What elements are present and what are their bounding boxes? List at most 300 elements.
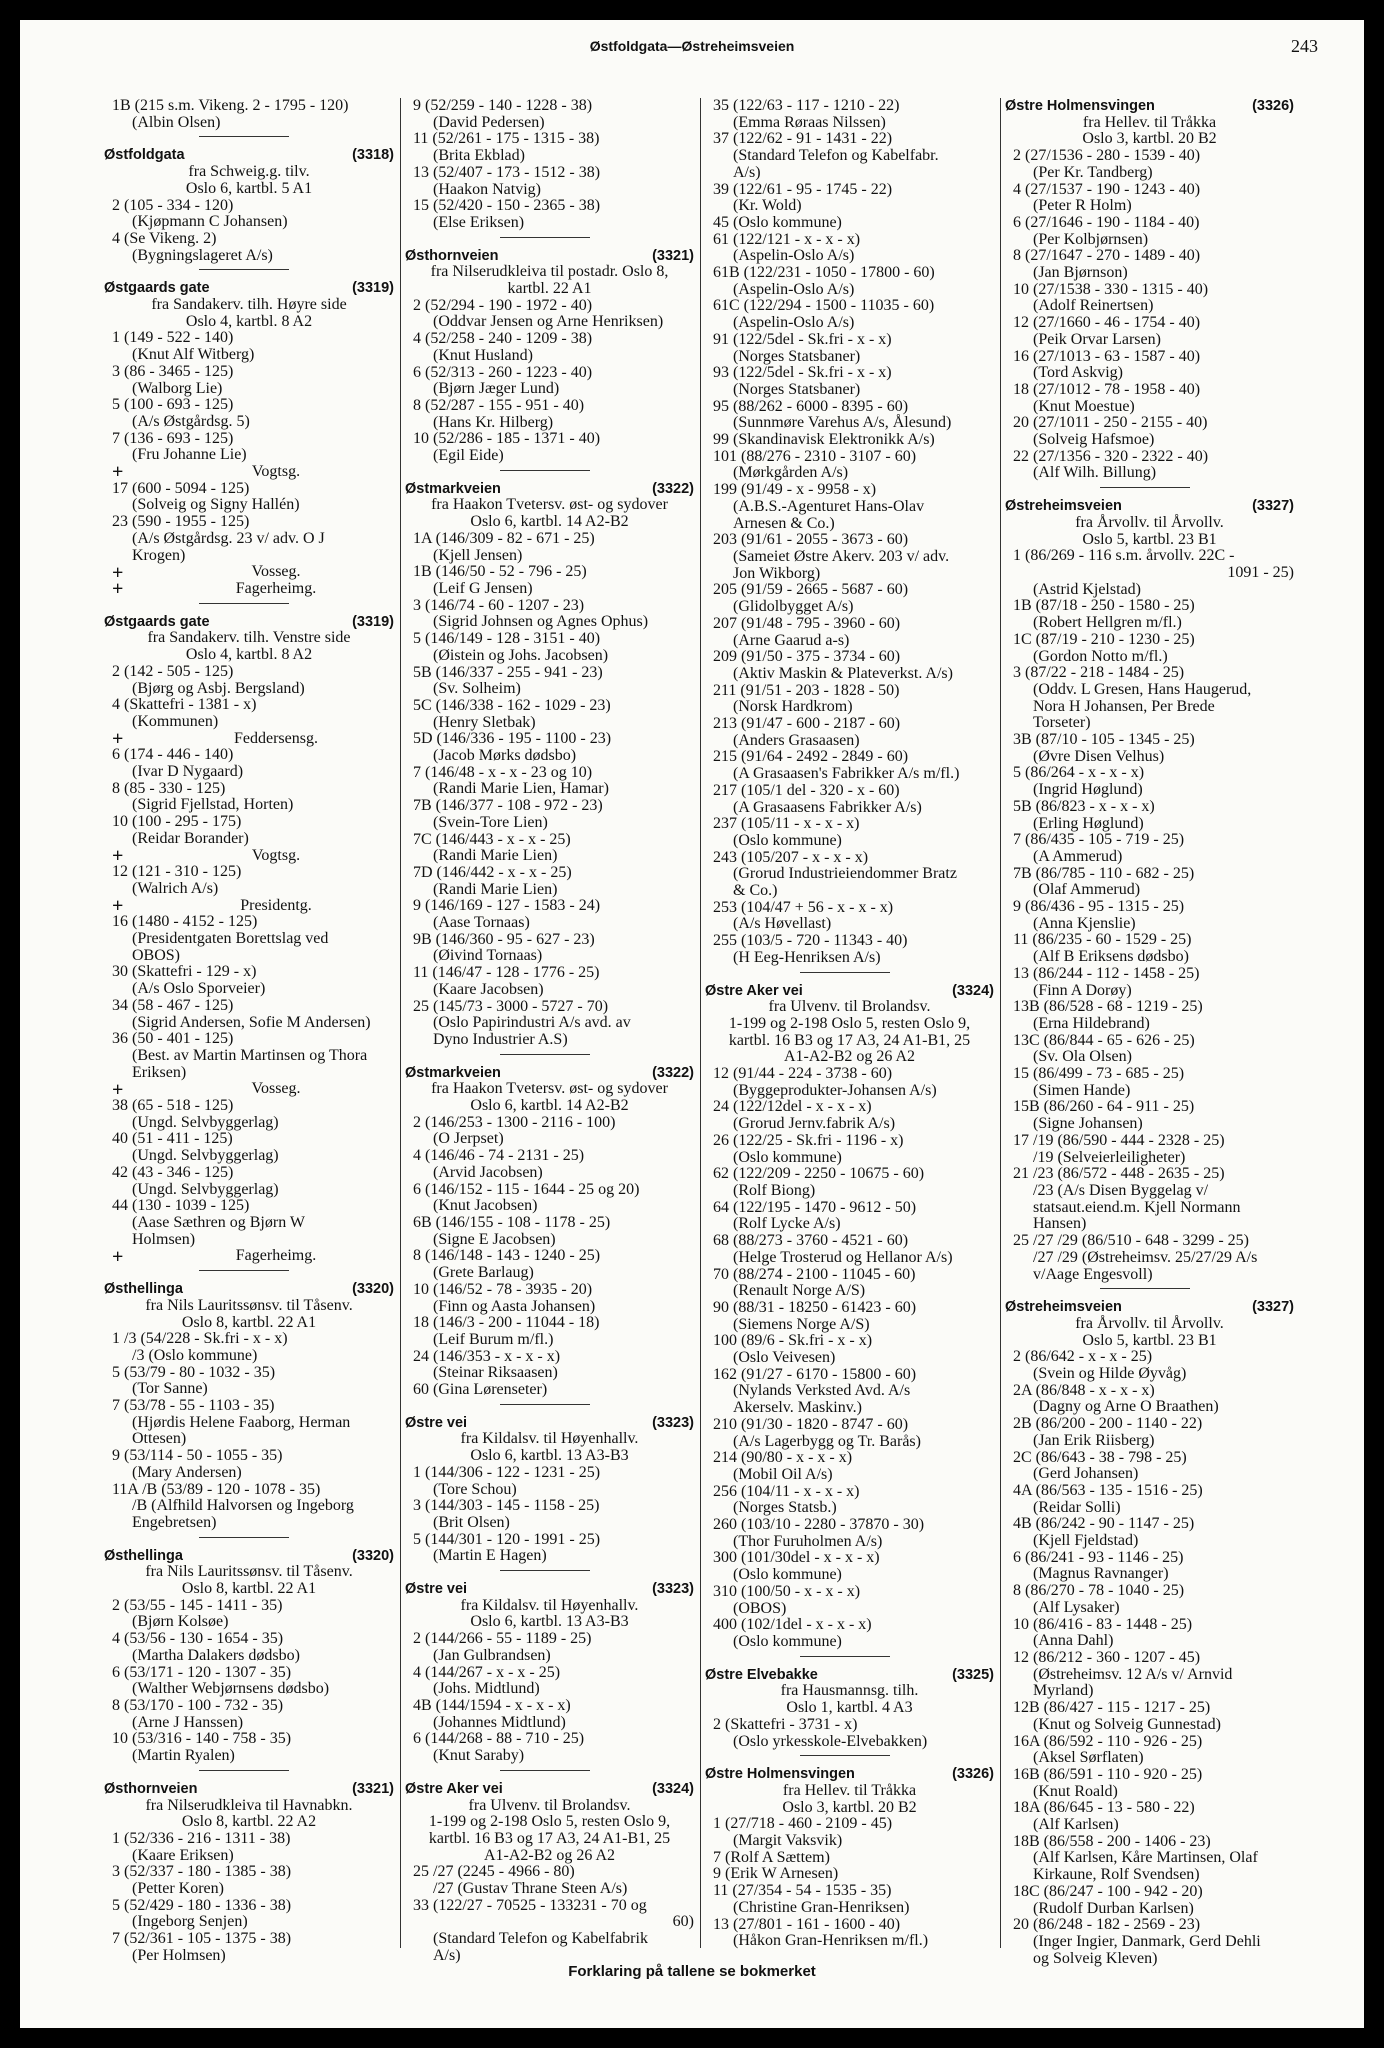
street-name: Østhellinga xyxy=(104,1281,183,1298)
property-entry: 4 (27/1537 - 190 - 1243 - 40) xyxy=(1013,180,1201,198)
property-entry: 3 (144/303 - 145 - 1158 - 25) xyxy=(413,1497,600,1515)
property-entry: 8 (85 - 330 - 125) xyxy=(112,779,226,797)
property-entry: 8 (52/287 - 155 - 951 - 40) xyxy=(413,396,585,414)
owner-line: A/s) xyxy=(733,163,761,181)
street-name: Østgaards gate xyxy=(104,613,210,630)
street-code: (3320) xyxy=(352,1547,394,1564)
owner-line: (Aspelin-Oslo A/s) xyxy=(733,280,855,298)
property-entry: 30 (Skattefri - 129 - x) xyxy=(112,963,257,981)
owner-line: Akerselv. Maskinv.) xyxy=(733,1399,863,1417)
cross-street xyxy=(104,727,394,750)
owner-line: (David Pedersen) xyxy=(433,113,545,131)
owner-line: (Ivar D Nygaard) xyxy=(132,763,244,781)
cross-street-name: Presidentg. xyxy=(240,896,312,914)
property-entry: 215 (91/64 - 2492 - 2849 - 60) xyxy=(713,748,909,766)
owner-line: (Bjørn Jæger Lund) xyxy=(433,380,560,398)
continuation-line: 1091 - 25) xyxy=(1227,563,1294,581)
property-entry: 6 (27/1646 - 190 - 1184 - 40) xyxy=(1013,213,1200,231)
property-entry: 4 (53/56 - 130 - 1654 - 35) xyxy=(112,1630,284,1648)
property-entry: 10 (27/1538 - 330 - 1315 - 40) xyxy=(1013,280,1209,298)
street-heading xyxy=(104,280,394,297)
owner-line: Myrland) xyxy=(1033,1682,1094,1700)
owner-line: Hansen) xyxy=(1033,1215,1087,1233)
owner-line: (Signe E Jacobsen) xyxy=(433,1230,556,1248)
property-entry: 237 (105/11 - x - x - x) xyxy=(713,815,860,833)
owner-line: (Robert Hellgren m/fl.) xyxy=(1033,614,1182,632)
property-entry: 24 (122/12del - x - x - x) xyxy=(713,1098,872,1116)
property-entry: 10 (86/416 - 83 - 1448 - 25) xyxy=(1013,1615,1193,1633)
property-entry: 5 (53/79 - 80 - 1032 - 35) xyxy=(112,1363,276,1381)
owner-line: v/Aage Engesvoll) xyxy=(1033,1265,1153,1283)
street-description: fra Sandakerv. tilh. Venstre side xyxy=(147,629,351,647)
owner-line: (O Jerpset) xyxy=(433,1130,504,1148)
street-heading xyxy=(405,1781,694,1798)
street-code: (3319) xyxy=(352,280,394,297)
property-entry: 39 (122/61 - 95 - 1745 - 22) xyxy=(713,180,893,198)
section-divider xyxy=(199,1537,289,1538)
property-entry: 1B (146/50 - 52 - 796 - 25) xyxy=(413,563,587,581)
street-heading xyxy=(405,1581,694,1598)
owner-line: (Oslo yrkesskole-Elvebakken) xyxy=(733,1732,928,1750)
property-entry: 6 (52/313 - 260 - 1223 - 40) xyxy=(413,363,593,381)
property-entry: 34 (58 - 467 - 125) xyxy=(112,996,234,1014)
section-divider xyxy=(199,603,289,604)
property-entry: 20 (27/1011 - 250 - 2155 - 40) xyxy=(1013,414,1208,432)
section-divider xyxy=(199,136,289,137)
property-entry: 1C (87/19 - 210 - 1230 - 25) xyxy=(1013,630,1195,648)
owner-line: (Alf Karlsen, Kåre Martinsen, Olaf xyxy=(1033,1849,1258,1867)
property-entry: 5 (100 - 693 - 125) xyxy=(112,396,234,414)
property-entry: 61B (122/231 - 1050 - 17800 - 60) xyxy=(713,264,935,282)
cross-street-name: Vogtsg. xyxy=(251,846,301,864)
street-description: Oslo 6, kartbl. 14 A2-B2 xyxy=(470,1097,629,1115)
owner-line: (Sameiet Østre Akerv. 203 v/ adv. xyxy=(733,547,950,565)
property-entry: 12 (86/212 - 360 - 1207 - 45) xyxy=(1013,1648,1201,1666)
owner-line: statsaut.eiend.m. Kjell Normann xyxy=(1033,1198,1241,1216)
street-heading xyxy=(1005,98,1294,115)
street-description: Oslo 6, kartbl. 14 A2-B2 xyxy=(470,513,629,531)
property-entry: 33 (122/27 - 70525 - 133231 - 70 og xyxy=(413,1896,647,1914)
property-entry: 5B (146/337 - 255 - 941 - 23) xyxy=(413,663,603,681)
property-entry: 8 (86/270 - 78 - 1040 - 25) xyxy=(1013,1582,1185,1600)
property-entry: 40 (51 - 411 - 125) xyxy=(112,1130,233,1148)
owner-line: (Ingrid Høglund) xyxy=(1033,781,1143,799)
property-entry: 11 (146/47 - 128 - 1776 - 25) xyxy=(413,964,600,982)
owner-line: (A/s Høvellast) xyxy=(733,915,832,933)
property-entry: 36 (50 - 401 - 125) xyxy=(112,1030,234,1048)
property-entry: 62 (122/209 - 2250 - 10675 - 60) xyxy=(713,1165,925,1183)
street-name: Østre Aker vei xyxy=(405,1780,503,1797)
street-heading xyxy=(405,481,694,498)
street-name: Østreheimsveien xyxy=(1005,498,1122,515)
owner-line: (Tord Askvig) xyxy=(1033,364,1123,382)
property-entry: 2 (27/1536 - 280 - 1539 - 40) xyxy=(1013,147,1201,165)
property-entry: 16 (27/1013 - 63 - 1587 - 40) xyxy=(1013,347,1201,365)
property-entry: 2 (142 - 505 - 125) xyxy=(112,662,234,680)
owner-line: (Arvid Jacobsen) xyxy=(433,1163,543,1181)
owner-line: (Oslo Veivesen) xyxy=(733,1349,836,1367)
owner-line: (Kjell Fjeldstad) xyxy=(1033,1532,1139,1550)
owner-line: (Best. av Martin Martinsen og Thora xyxy=(132,1046,368,1064)
property-entry: 35 (122/63 - 117 - 1210 - 22) xyxy=(713,97,900,114)
street-description: Oslo 6, kartbl. 13 A3-B3 xyxy=(470,1447,629,1465)
property-entry: 20 (86/248 - 182 - 2569 - 23) xyxy=(1013,1916,1201,1934)
street-heading xyxy=(104,614,394,631)
owner-line: (Peter R Holm) xyxy=(1033,197,1132,215)
property-entry: 7 (52/361 - 105 - 1375 - 38) xyxy=(112,1930,292,1948)
owner-line: (Per Kr. Tandberg) xyxy=(1033,163,1153,181)
property-entry: 1 (144/306 - 122 - 1231 - 25) xyxy=(413,1463,601,1481)
section-divider xyxy=(1100,1288,1190,1289)
owner-line: (Norges Statsb.) xyxy=(733,1499,837,1517)
property-entry: 1 (149 - 522 - 140) xyxy=(112,329,234,347)
property-entry: 60 (Gina Lørenseter) xyxy=(413,1381,548,1399)
owner-line: (Oslo kommune) xyxy=(733,1148,842,1166)
property-entry: 12B (86/427 - 115 - 1217 - 25) xyxy=(1013,1699,1211,1717)
street-description: Oslo 4, kartbl. 8 A2 xyxy=(185,312,313,330)
property-entry: 11A /B (53/89 - 120 - 1078 - 35) xyxy=(112,1480,321,1498)
property-entry: 1B (215 s.m. Vikeng. 2 - 1795 - 120) xyxy=(112,97,349,114)
cross-street-name: Fagerheimg. xyxy=(235,1247,317,1265)
owner-line: (Jan Bjørnson) xyxy=(1033,264,1128,282)
property-entry: 10 (100 - 295 - 175) xyxy=(112,813,242,831)
property-entry: 260 (103/10 - 2280 - 37870 - 30) xyxy=(713,1516,925,1534)
cross-street xyxy=(104,844,394,867)
cross-street xyxy=(104,1245,394,1268)
property-entry: 17 (600 - 5094 - 125) xyxy=(112,479,250,497)
street-heading xyxy=(104,1548,394,1565)
owner-line: (Kaare Jacobsen) xyxy=(433,980,544,998)
property-entry: 207 (91/48 - 795 - 3960 - 60) xyxy=(713,614,901,632)
owner-line: (Jan Gulbrandsen) xyxy=(433,1646,551,1664)
owner-line: (A.B.S.-Agenturet Hans-Olav xyxy=(733,497,925,515)
owner-line: (Bjørn Kolsøe) xyxy=(132,1613,229,1631)
owner-line: (Simen Hande) xyxy=(1033,1081,1131,1099)
owner-line: (Reidar Solli) xyxy=(1033,1498,1121,1516)
owner-line: (Aspelin-Oslo A/s) xyxy=(733,247,855,265)
owner-line: Engebretsen) xyxy=(132,1513,217,1531)
owner-line: (Martin Ryalen) xyxy=(132,1747,235,1765)
owner-line: Torseter) xyxy=(1033,714,1091,732)
property-entry: 217 (105/1 del - 320 - x - 60) xyxy=(713,781,900,799)
property-entry: 213 (91/47 - 600 - 2187 - 60) xyxy=(713,715,901,733)
street-description: kartbl. 22 A1 xyxy=(507,280,592,298)
owner-line: (Alf Wilh. Billung) xyxy=(1033,464,1157,482)
owner-line: (Olaf Ammerud) xyxy=(1033,881,1141,899)
page-number: 243 xyxy=(1291,36,1318,56)
owner-line: (Hans Kr. Hilberg) xyxy=(433,413,554,431)
property-entry: 2 (146/253 - 1300 - 2116 - 100) xyxy=(413,1113,616,1131)
section-divider xyxy=(500,1054,590,1055)
street-code: (3326) xyxy=(1252,98,1294,114)
owner-line: (Oddvar Jensen og Arne Henriksen) xyxy=(433,313,664,331)
owner-line: (Grete Barlaug) xyxy=(433,1264,534,1282)
owner-line: (A Grasaasen's Fabrikker A/s m/fl.) xyxy=(733,765,960,783)
owner-line: (Henry Sletbak) xyxy=(433,713,536,731)
owner-line: (Rolf Biong) xyxy=(733,1182,816,1199)
property-entry: 4B (144/1594 - x - x - x) xyxy=(413,1696,571,1714)
owner-line: (Brita Ekblad) xyxy=(433,147,525,165)
section-divider xyxy=(800,1656,890,1657)
owner-line: (Sigrid Fjellstad, Horten) xyxy=(132,796,294,814)
owner-line: (Erling Høglund) xyxy=(1033,814,1144,832)
property-entry: 11 (86/235 - 60 - 1529 - 25) xyxy=(1013,931,1192,949)
cross-marker-icon: + xyxy=(112,727,124,750)
owner-line: /27 /29 (Østreheimsv. 25/27/29 A/s xyxy=(1033,1248,1258,1266)
property-entry: 5 (146/149 - 128 - 3151 - 40) xyxy=(413,630,601,648)
owner-line: (Thor Furuholmen A/s) xyxy=(733,1532,883,1550)
owner-line: (Anna Kjenslie) xyxy=(1033,914,1136,932)
property-entry: 90 (88/31 - 18250 - 61423 - 60) xyxy=(713,1298,917,1316)
street-description: fra Ulvenv. til Brolandsv. xyxy=(468,1796,631,1814)
owner-line: (Grorud Jernv.fabrik A/s) xyxy=(733,1115,896,1133)
owner-line: (Martin E Hagen) xyxy=(433,1547,547,1565)
property-entry: 2 (105 - 334 - 120) xyxy=(112,196,234,214)
property-entry: 3 (146/74 - 60 - 1207 - 23) xyxy=(413,596,585,614)
property-entry: 3 (52/337 - 180 - 1385 - 38) xyxy=(112,1863,292,1881)
property-entry: 255 (103/5 - 720 - 11343 - 40) xyxy=(713,932,908,950)
cross-street xyxy=(104,1078,394,1101)
owner-line: (Aase Sæthren og Bjørn W xyxy=(132,1214,306,1231)
street-description: Oslo 3, kartbl. 20 B2 xyxy=(1082,130,1217,148)
cross-marker-icon: + xyxy=(112,1245,124,1268)
property-entry: 9 (53/114 - 50 - 1055 - 35) xyxy=(112,1447,283,1465)
property-entry: 4 (146/46 - 74 - 2131 - 25) xyxy=(413,1147,585,1165)
property-entry: 64 (122/195 - 1470 - 9612 - 50) xyxy=(713,1198,917,1216)
owner-line: & Co.) xyxy=(733,882,778,900)
owner-line: /27 (Gustav Thrane Steen A/s) xyxy=(433,1880,628,1898)
property-entry: 210 (91/30 - 1820 - 8747 - 60) xyxy=(713,1415,909,1433)
owner-line: A/s) xyxy=(433,1946,461,1964)
property-entry: 7 (136 - 693 - 125) xyxy=(112,429,234,447)
property-entry: 1A (146/309 - 82 - 671 - 25) xyxy=(413,529,595,547)
owner-line: (Tore Schou) xyxy=(433,1480,517,1498)
property-entry: 37 (122/62 - 91 - 1431 - 22) xyxy=(713,130,893,148)
owner-line: (Jan Erik Riisberg) xyxy=(1033,1431,1155,1449)
owner-line: (Aktiv Maskin & Plateverkst. A/s) xyxy=(733,664,953,682)
street-description: Oslo 6, kartbl. 13 A3-B3 xyxy=(470,1613,629,1631)
owner-line: (Johannes Midtlund) xyxy=(433,1713,566,1731)
property-entry: 99 (Skandinavisk Elektronikk A/s) xyxy=(713,431,935,449)
property-entry: 243 (105/207 - x - x - x) xyxy=(713,848,869,866)
property-entry: 253 (104/47 + 56 - x - x - x) xyxy=(713,898,894,916)
property-entry: 42 (43 - 346 - 125) xyxy=(112,1163,234,1181)
owner-line: (Leif G Jensen) xyxy=(433,579,533,597)
owner-line: (Per Holmsen) xyxy=(132,1946,226,1964)
property-entry: 199 (91/49 - x - 9958 - x) xyxy=(713,481,877,499)
continuation-line: 60) xyxy=(672,1913,694,1931)
owner-line: (A/s Lagerbygg og Tr. Barås) xyxy=(733,1432,921,1450)
owner-line: (Aksel Sørflaten) xyxy=(1033,1749,1144,1767)
street-code: (3324) xyxy=(652,1780,694,1797)
property-entry: 13 (86/244 - 112 - 1458 - 25) xyxy=(1013,964,1200,982)
owner-line: (Aase Tornaas) xyxy=(433,914,530,932)
owner-line: (Øvre Disen Velhus) xyxy=(1033,747,1165,765)
street-description: 1-199 og 2-198 Oslo 5, resten Oslo 9, xyxy=(428,1813,671,1831)
owner-line: (Byggeprodukter-Johansen A/s) xyxy=(733,1081,937,1099)
owner-line: (Oddv. L Gresen, Hans Haugerud, xyxy=(1033,680,1252,698)
property-entry: 13 (27/801 - 161 - 1600 - 40) xyxy=(713,1915,901,1933)
street-description: fra Hellev. til Tråkka xyxy=(782,1781,917,1799)
owner-line: (Sunnmøre Varehus A/s, Ålesund) xyxy=(733,414,952,432)
street-heading xyxy=(104,1281,394,1298)
owner-line: (Ungd. Selvbyggerlag) xyxy=(132,1147,279,1165)
street-code: (3324) xyxy=(952,982,994,999)
owner-line: (Helge Trosterud og Hellanor A/s) xyxy=(733,1248,953,1266)
street-heading xyxy=(405,1065,694,1082)
property-entry: 7 (Rolf A Sættem) xyxy=(713,1848,830,1866)
section-divider xyxy=(500,1404,590,1405)
owner-line: (Norsk Hardkrom) xyxy=(733,698,853,716)
owner-line: Nora H Johansen, Per Brede xyxy=(1033,697,1215,715)
street-description: fra Nilserudkleiva til postadr. Oslo 8, xyxy=(430,263,669,281)
property-entry: 5B (86/823 - x - x - x) xyxy=(1013,797,1155,815)
section-divider xyxy=(199,1270,289,1271)
owner-line: (Nylands Verksted Avd. A/s xyxy=(733,1382,911,1400)
property-entry: 9 (86/436 - 95 - 1315 - 25) xyxy=(1013,898,1185,916)
property-entry: 6 (144/268 - 88 - 710 - 25) xyxy=(413,1730,585,1748)
page-running-header: Østfoldgata—Østreheimsveien xyxy=(589,38,795,54)
owner-line: (Renault Norge A/S) xyxy=(733,1282,866,1300)
owner-line: (A/s Østgårdsg. 5) xyxy=(132,412,250,430)
owner-line: (Knut Moestue) xyxy=(1033,397,1135,415)
property-entry: 13B (86/528 - 68 - 1219 - 25) xyxy=(1013,998,1203,1016)
property-entry: 24 (146/353 - x - x - x) xyxy=(413,1347,561,1365)
property-entry: 5C (146/338 - 162 - 1029 - 23) xyxy=(413,696,611,714)
owner-line: /23 (A/s Disen Byggelag v/ xyxy=(1033,1182,1209,1199)
owner-line: (A/s Oslo Sporveier) xyxy=(132,980,266,998)
owner-line: (Kjøpmann C Johansen) xyxy=(132,213,288,231)
street-name: Østhornveien xyxy=(104,1780,198,1797)
property-entry: 100 (89/6 - Sk.fri - x - x) xyxy=(713,1332,873,1350)
owner-line: (Walther Webjørnsens dødsbo) xyxy=(132,1680,330,1698)
owner-line: (Hjørdis Helene Faaborg, Herman xyxy=(132,1413,351,1431)
property-entry: 7B (146/377 - 108 - 972 - 23) xyxy=(413,797,603,815)
property-entry: 5 (52/429 - 180 - 1336 - 38) xyxy=(112,1896,292,1914)
owner-line: (Oslo Papirindustri A/s avd. av xyxy=(433,1014,631,1032)
owner-line: Ottesen) xyxy=(132,1430,187,1448)
owner-line: Arnesen & Co.) xyxy=(733,514,835,532)
street-description: fra Årvollv. til Årvollv. xyxy=(1075,513,1224,531)
page-footer: Forklaring på tallene se bokmerket xyxy=(568,1963,816,1980)
street-description: Oslo 5, kartbl. 23 B1 xyxy=(1082,530,1217,548)
street-name: Østre vei xyxy=(405,1581,468,1598)
property-entry: 209 (91/50 - 375 - 3734 - 60) xyxy=(713,648,901,666)
street-code: (3321) xyxy=(352,1780,394,1797)
address-columns xyxy=(100,97,1300,1967)
street-description: fra Årvollv. til Årvollv. xyxy=(1075,1314,1224,1332)
street-code: (3327) xyxy=(1252,1299,1294,1316)
property-entry: 7B (86/785 - 110 - 682 - 25) xyxy=(1013,864,1195,882)
column-4 xyxy=(1000,98,1300,1967)
street-heading xyxy=(405,248,694,265)
property-entry: 2 (86/642 - x - x - 25) xyxy=(1013,1348,1153,1366)
section-divider xyxy=(199,269,289,270)
owner-line: (Standard Telefon og Kabelfabrik xyxy=(433,1930,648,1948)
property-entry: 9B (146/360 - 95 - 627 - 23) xyxy=(413,930,595,948)
street-description: fra Haakon Tvetersv. øst- og sydover xyxy=(431,496,668,514)
owner-line: (Knut Husland) xyxy=(433,346,533,364)
owner-line: (Leif Burum m/fl.) xyxy=(433,1330,554,1348)
owner-line: (Ingeborg Senjen) xyxy=(132,1913,248,1931)
section-divider xyxy=(800,972,890,973)
owner-line: (Inger Ingier, Danmark, Gerd Dehli xyxy=(1033,1932,1261,1950)
cross-marker-icon: + xyxy=(112,461,124,484)
street-description: kartbl. 16 B3 og 17 A3, 24 A1-B1, 25 xyxy=(428,1829,671,1847)
street-description: fra Nils Lauritssønsv. til Tåsenv. xyxy=(145,1563,353,1581)
property-entry: 4 (Skattefri - 1381 - x) xyxy=(112,696,257,714)
property-entry: 3B (87/10 - 105 - 1345 - 25) xyxy=(1013,731,1195,749)
street-name: Østre Holmensvingen xyxy=(1005,98,1155,114)
owner-line: (Øistein og Johs. Jacobsen) xyxy=(433,646,609,664)
owner-line: (A/s Østgårdsg. 23 v/ adv. O J xyxy=(132,529,325,547)
street-description: fra Hellev. til Tråkka xyxy=(1082,113,1217,131)
owner-line: (Finn og Aasta Johansen) xyxy=(433,1297,596,1315)
cross-street xyxy=(104,578,394,601)
property-entry: 7 (53/78 - 55 - 1103 - 35) xyxy=(112,1397,275,1415)
property-entry: 22 (27/1356 - 320 - 2322 - 40) xyxy=(1013,447,1209,465)
property-entry: 400 (102/1del - x - x - x) xyxy=(713,1616,872,1634)
property-entry: 4 (144/267 - x - x - 25) xyxy=(413,1663,561,1681)
owner-line: (Aspelin-Oslo A/s) xyxy=(733,314,855,332)
street-name: Østgaards gate xyxy=(104,280,210,297)
owner-line: (Dagny og Arne O Braathen) xyxy=(1033,1398,1219,1416)
property-entry: 44 (130 - 1039 - 125) xyxy=(112,1197,250,1215)
street-heading xyxy=(705,983,994,1000)
owner-line: (H Eeg-Henriksen A/s) xyxy=(733,948,881,966)
property-entry: 5D (146/336 - 195 - 1100 - 23) xyxy=(413,730,612,748)
owner-line: /3 (Oslo kommune) xyxy=(132,1346,258,1364)
property-entry: 9 (52/259 - 140 - 1228 - 38) xyxy=(413,97,593,114)
owner-line: /B (Alfhild Halvorsen og Ingeborg xyxy=(132,1497,354,1515)
owner-line: (Presidentgaten Borettslag ved xyxy=(132,930,329,948)
cross-street-name: Fagerheimg. xyxy=(235,579,317,597)
street-name: Østre Holmensvingen xyxy=(705,1766,855,1783)
owner-line: (Mary Andersen) xyxy=(132,1463,242,1481)
property-entry: 16B (86/591 - 110 - 920 - 25) xyxy=(1013,1765,1203,1783)
owner-line: (Knut Roald) xyxy=(1033,1782,1118,1800)
owner-line: (Randi Marie Lien, Hamar) xyxy=(433,780,609,798)
property-entry: 214 (90/80 - x - x - x) xyxy=(713,1449,853,1467)
property-entry: 38 (65 - 518 - 125) xyxy=(112,1097,234,1115)
owner-line: (Tor Sanne) xyxy=(132,1380,208,1398)
owner-line: (Øivind Tornaas) xyxy=(433,947,543,965)
owner-line: (A Grasaasens Fabrikker A/s) xyxy=(733,798,922,816)
property-entry: 7 (86/435 - 105 - 719 - 25) xyxy=(1013,831,1185,849)
street-name: Østreheimsveien xyxy=(1005,1299,1122,1316)
property-entry: 300 (101/30del - x - x - x) xyxy=(713,1549,880,1567)
street-description: Oslo 1, kartbl. 4 A3 xyxy=(786,1699,913,1717)
street-code: (3322) xyxy=(652,1064,694,1081)
property-entry: 25 /27 /29 (86/510 - 648 - 3299 - 25) xyxy=(1013,1232,1249,1250)
property-entry: 6 (53/171 - 120 - 1307 - 35) xyxy=(112,1663,292,1681)
property-entry: 6 (146/152 - 115 - 1644 - 25 og 20) xyxy=(413,1180,640,1198)
cross-street xyxy=(104,461,394,484)
owner-line: (Erna Hildebrand) xyxy=(1033,1014,1150,1032)
owner-line: (Magnus Ravnanger) xyxy=(1033,1565,1169,1583)
column-3 xyxy=(700,98,1000,1948)
property-entry: 8 (53/170 - 100 - 732 - 35) xyxy=(112,1696,284,1714)
property-entry: 256 (104/11 - x - x - x) xyxy=(713,1482,860,1500)
street-heading xyxy=(1005,498,1294,515)
owner-line: (Signe Johansen) xyxy=(1033,1115,1143,1133)
cross-street-name: Feddersensg. xyxy=(234,729,318,747)
owner-line: (Emma Røraas Nilssen) xyxy=(733,113,886,131)
street-name: Østhellinga xyxy=(104,1547,183,1564)
street-description: fra Kildalsv. til Høyenhallv. xyxy=(460,1430,639,1448)
property-entry: 2B (86/200 - 200 - 1140 - 22) xyxy=(1013,1415,1203,1433)
street-code: (3325) xyxy=(952,1666,994,1683)
